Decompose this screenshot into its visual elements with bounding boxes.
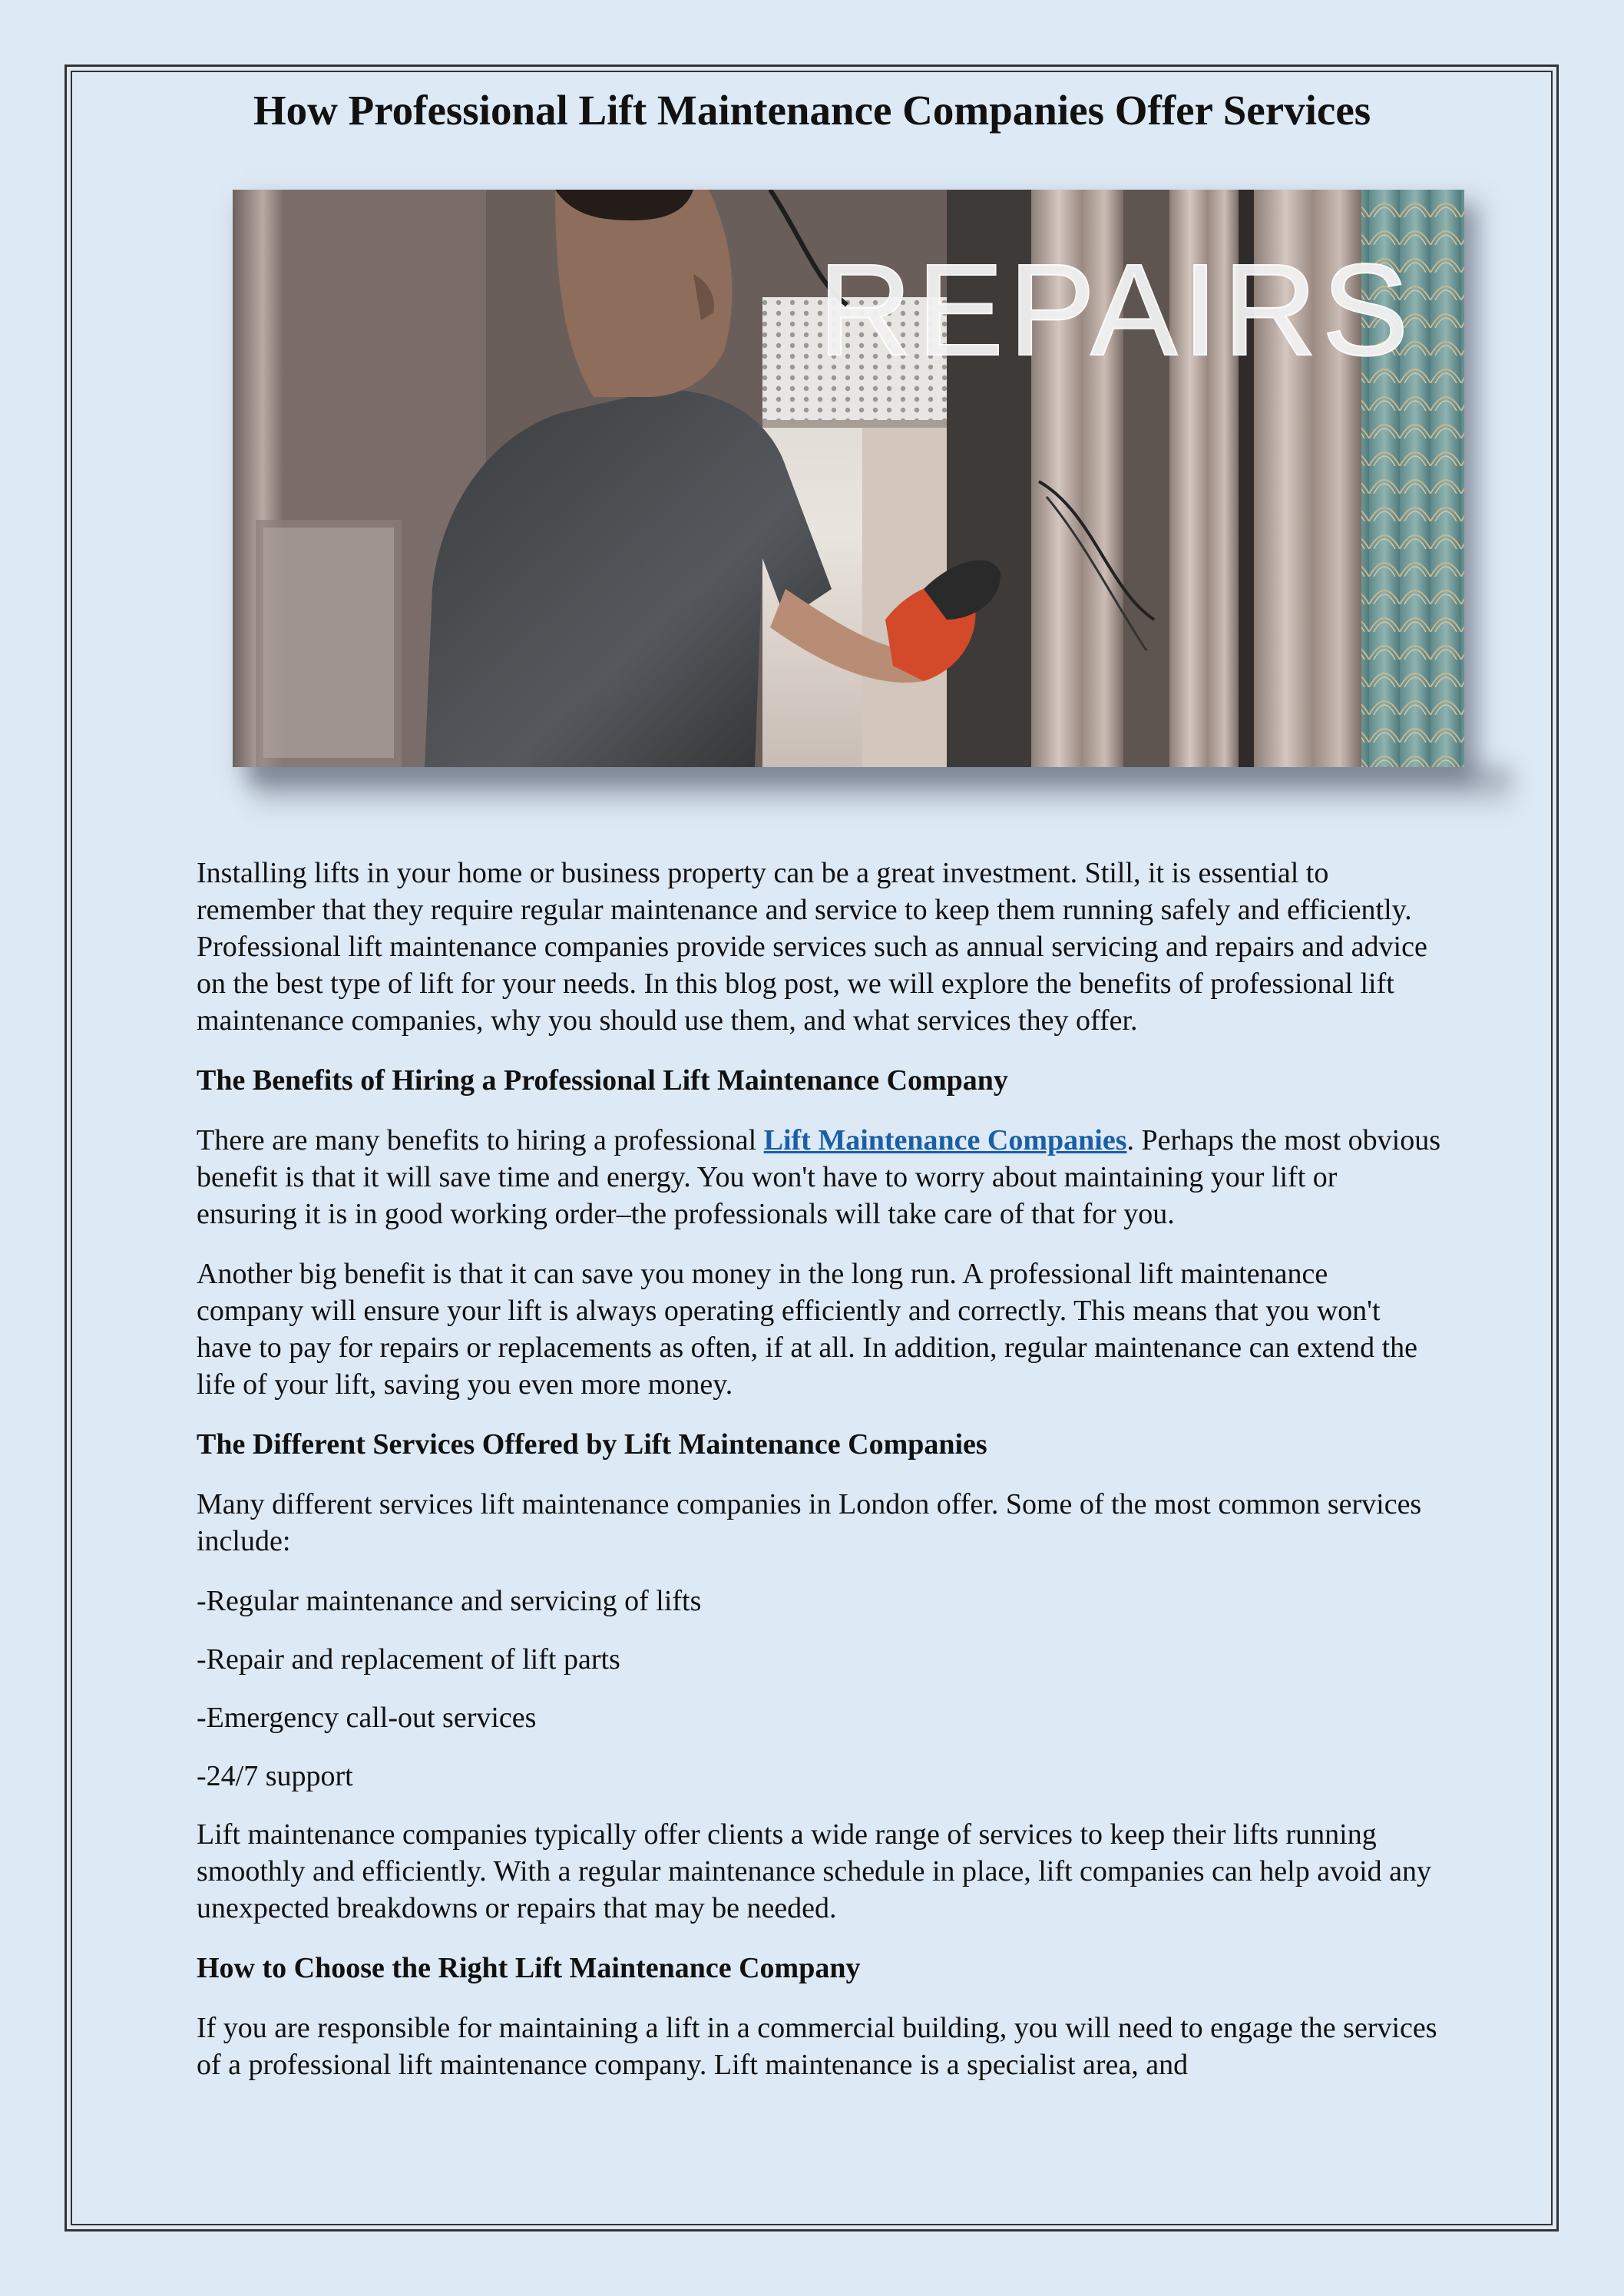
- lift-maintenance-companies-link[interactable]: Lift Maintenance Companies: [763, 1124, 1127, 1156]
- benefits-text-before-link: There are many benefits to hiring a professional: [197, 1124, 764, 1156]
- benefits-paragraph-2: Another big benefit is that it can save you money in the long run. A professional lift maintenance company will ensure your lift is always operating efficiently and correctly. This means that you won't have to pay for repairs or replacements as often, if at all. In addition, regular maintenance can extend the life of your lift, saving you even more money.: [197, 1258, 1418, 1401]
- hero-image-shadow: [253, 768, 1513, 814]
- services-paragraph-1: Many different services lift maintenance companies in London offer. Some of the most common services include:: [197, 1488, 1422, 1557]
- list-item: -24/7 support: [197, 1760, 353, 1792]
- list-item: -Repair and replacement of lift parts: [197, 1643, 620, 1676]
- repair-technician-illustration: [233, 190, 1464, 767]
- list-item: -Emergency call-out services: [197, 1702, 537, 1734]
- choose-paragraph-1: If you are responsible for maintaining a lift in a commercial building, you will need to engage the services of a professional lift maintenance company. Lift maintenance is a specialist area, and: [197, 2012, 1437, 2081]
- section-heading-choose: How to Choose the Right Lift Maintenance Company: [197, 1952, 861, 1984]
- repairs-overlay-text: REPAIRS: [818, 237, 1414, 383]
- section-heading-services: The Different Services Offered by Lift Maintenance Companies: [197, 1428, 987, 1461]
- benefits-paragraph-1: [197, 1122, 1440, 1232]
- section-heading-benefits: The Benefits of Hiring a Professional Lift Maintenance Company: [197, 1064, 1008, 1097]
- benefits-text-after-link: . Perhaps the most obvious benefit is that it will save time and energy. You won't have to worry about maintaining your lift or ensuring it is in good working order–the professionals will take care of that for you.: [197, 1124, 1440, 1230]
- hero-image: [233, 190, 1464, 767]
- page-title: How Professional Lift Maintenance Companies Offer Services: [253, 87, 1371, 134]
- article-body: [197, 855, 1440, 2106]
- services-paragraph-2: Lift maintenance companies typically offer clients a wide range of services to keep their lifts running smoothly and efficiently. With a regular maintenance schedule in place, lift companies can help avoid any unexpected breakdowns or repairs that may be needed.: [197, 1818, 1431, 1924]
- intro-paragraph: Installing lifts in your home or business property can be a great investment. Still, it is essential to remember that they require regular maintenance and service to keep them running safely and efficiently. Professional lift maintenance companies provide services such as annual servicing and repairs and advice on the best type of lift for your needs. In this blog post, we will explore the benefits of professional lift maintenance companies, why you should use them, and what services they offer.: [197, 857, 1427, 1037]
- list-item: -Regular maintenance and servicing of lifts: [197, 1585, 702, 1617]
